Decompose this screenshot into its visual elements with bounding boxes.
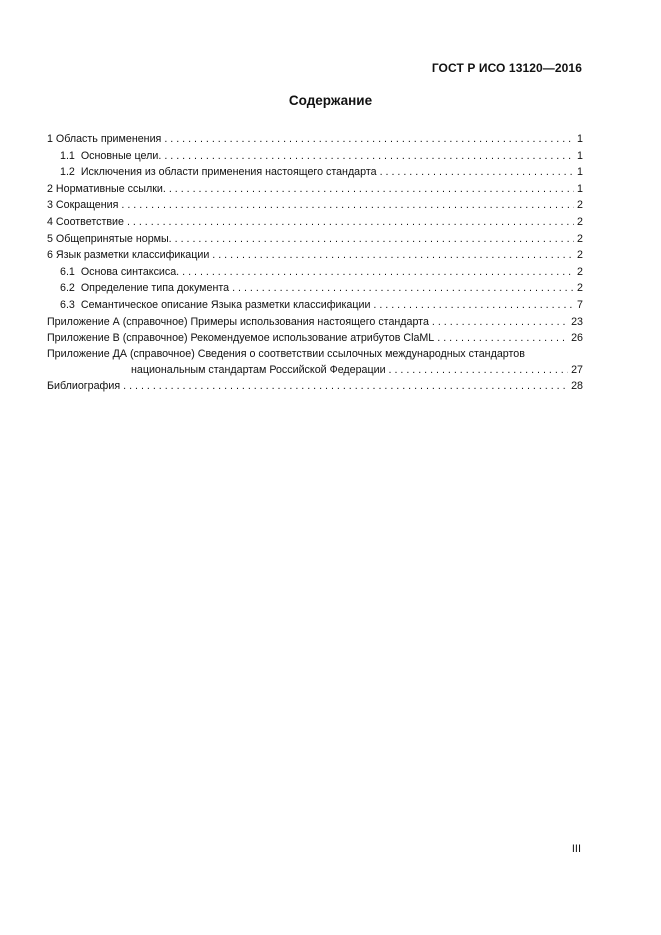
toc-entry-3[interactable] [47, 197, 583, 214]
toc-entry-title: Библиография [47, 380, 121, 393]
toc-entry-page: 2 [577, 215, 583, 228]
toc-entry-1[interactable] [47, 131, 583, 148]
dot-leader [123, 378, 568, 395]
toc-entry-title: Приложение В (справочное) Рекомендуемое использование атрибутов ClaML [47, 332, 435, 345]
toc-entry-page: 1 [577, 133, 583, 145]
toc-entry-6-2[interactable] [47, 280, 583, 297]
toc-entry-6[interactable] [47, 247, 583, 264]
toc-entry-number: 6.3 [60, 298, 75, 311]
toc-entry-page: 7 [577, 298, 583, 311]
dot-leader [212, 247, 574, 264]
toc-entry-number: 6.1 [60, 265, 75, 278]
toc-entry-page: 28 [571, 380, 583, 393]
dot-leader [432, 314, 568, 331]
toc-entry-page: 27 [571, 363, 583, 376]
toc-entry-title: 5 Общепринятые нормы. [47, 232, 172, 245]
dot-leader [389, 362, 569, 379]
page-number: III [571, 843, 581, 855]
dot-leader [164, 131, 574, 148]
toc-entry-1-1[interactable] [47, 148, 583, 165]
toc-entry-1-2[interactable] [47, 164, 583, 181]
toc-entry-page: 2 [577, 249, 583, 262]
toc-entry-title: 1 Область применения [47, 133, 162, 145]
dot-leader [164, 148, 574, 165]
toc-entry-title: Исключения из области применения настоящего стандарта [80, 166, 377, 179]
dot-leader [437, 330, 568, 347]
toc-entry-number: 1.2 [60, 166, 75, 179]
toc-entry-page: 1 [577, 166, 583, 179]
toc-entry-page: 1 [577, 182, 583, 195]
toc-entry-appendix-da-continuation[interactable] [47, 362, 583, 379]
toc-entry-5[interactable] [47, 231, 583, 248]
toc-entry-number: 6.2 [60, 282, 75, 295]
toc-entry-6-1[interactable] [47, 264, 583, 281]
toc-entry-2[interactable] [47, 181, 583, 198]
table-of-contents [47, 131, 583, 395]
dot-leader [175, 231, 574, 248]
toc-entry-title: 6 Язык разметки классификации [47, 249, 210, 262]
toc-entry-title: 3 Сокращения [47, 199, 119, 212]
dot-leader [121, 197, 574, 214]
toc-entry-4[interactable] [47, 214, 583, 231]
dot-leader [127, 214, 574, 231]
toc-entry-page: 1 [577, 149, 583, 162]
dot-leader [380, 164, 574, 181]
toc-entry-page: 2 [577, 282, 583, 295]
toc-entry-page: 2 [577, 265, 583, 278]
toc-entry-title: Определение типа документа [80, 282, 230, 295]
dot-leader [169, 181, 574, 198]
dot-leader [232, 280, 574, 297]
toc-entry-appendix-a[interactable] [47, 314, 583, 331]
toc-entry-6-3[interactable] [47, 297, 583, 314]
toc-entry-title: Основа синтаксиса. [80, 265, 180, 278]
toc-entry-title: 2 Нормативные ссылки. [47, 182, 166, 195]
dot-leader [373, 297, 574, 314]
toc-entry-title-continuation: национальным стандартам Российской Федерации [131, 363, 386, 376]
toc-entry-title: Приложение ДА (справочное) Сведения о соответствии ссылочных международных стандартов [47, 347, 525, 360]
toc-entry-appendix-da[interactable] [47, 347, 583, 362]
toc-entry-title: Основные цели. [80, 149, 162, 162]
dot-leader [182, 264, 574, 281]
toc-entry-page: 26 [571, 332, 583, 345]
toc-entry-page: 23 [571, 315, 583, 328]
toc-entry-title: Семантическое описание Языка разметки классификации [80, 298, 371, 311]
toc-title: Содержание [288, 93, 373, 108]
toc-entry-page: 2 [577, 199, 583, 212]
toc-entry-bibliography[interactable] [47, 378, 583, 395]
toc-entry-appendix-b[interactable] [47, 330, 583, 347]
toc-entry-number: 1.1 [60, 149, 75, 162]
toc-entry-title: 4 Соответствие [47, 215, 124, 228]
toc-entry-title: Приложение А (справочное) Примеры использования настоящего стандарта [47, 315, 429, 328]
toc-entry-page: 2 [577, 232, 583, 245]
document-code: ГОСТ Р ИСО 13120—2016 [431, 61, 582, 75]
